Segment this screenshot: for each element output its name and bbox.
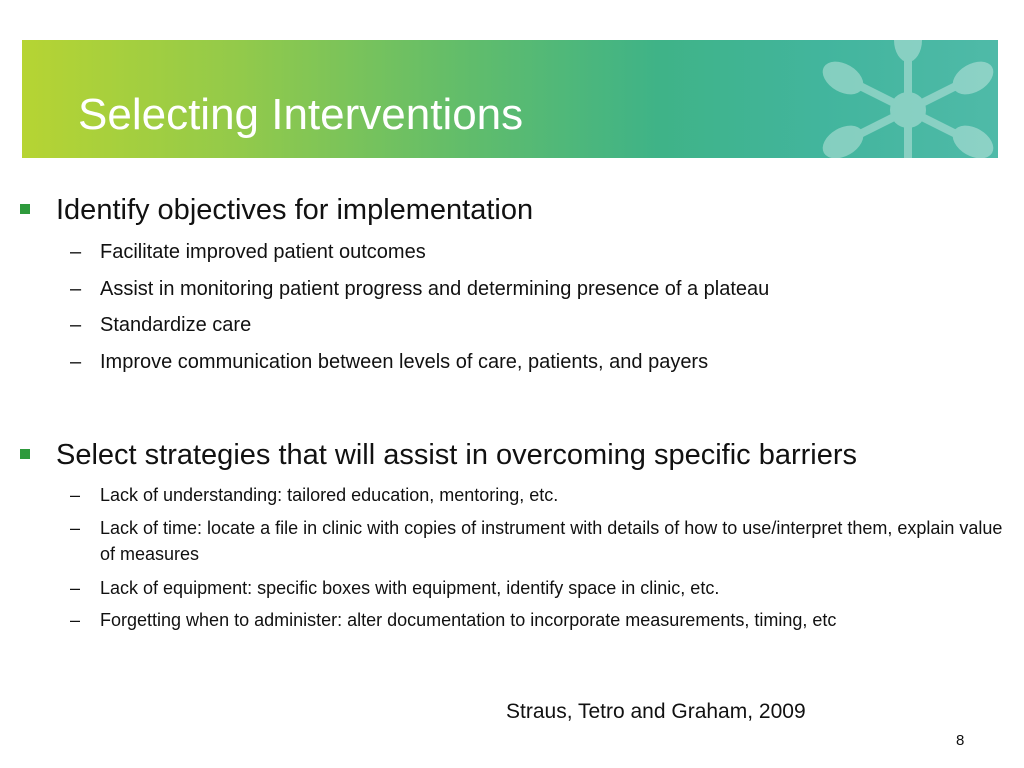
page-number: 8: [956, 732, 965, 749]
dash-marker: –: [70, 351, 82, 373]
dash-marker: –: [70, 314, 82, 336]
dash-marker: –: [70, 278, 82, 300]
dash-marker: –: [70, 241, 82, 263]
list-item-text: Lack of understanding: tailored education, mentoring, etc.: [100, 485, 559, 505]
bullet-heading: Identify objectives for implementation: [56, 194, 534, 226]
slide-title: Selecting Interventions: [78, 90, 524, 139]
square-bullet-icon: [20, 204, 30, 214]
dash-marker: –: [70, 578, 81, 598]
list-item-text: Lack of equipment: specific boxes with equipment, identify space in clinic, etc.: [100, 578, 720, 598]
list-item-text: Assist in monitoring patient progress and determining presence of a plateau: [100, 278, 770, 300]
list-item-text: Facilitate improved patient outcomes: [100, 241, 426, 263]
dash-marker: –: [70, 485, 81, 505]
list-item-text: Forgetting when to administer: alter documentation to incorporate measurements, timing, etc: [100, 610, 837, 630]
bullet-heading: Select strategies that will assist in overcoming specific barriers: [56, 439, 858, 471]
square-bullet-icon: [20, 449, 30, 459]
citation: Straus, Tetro and Graham, 2009: [506, 700, 806, 723]
dash-marker: –: [70, 518, 81, 538]
list-item-text: Lack of time: locate a file in clinic with copies of instrument with details of how to use/interpret them, explain value of measures: [100, 518, 1003, 564]
list-item-text: Improve communication between levels of care, patients, and payers: [100, 351, 709, 373]
dash-marker: –: [70, 610, 81, 630]
list-item-text: Standardize care: [100, 314, 252, 336]
